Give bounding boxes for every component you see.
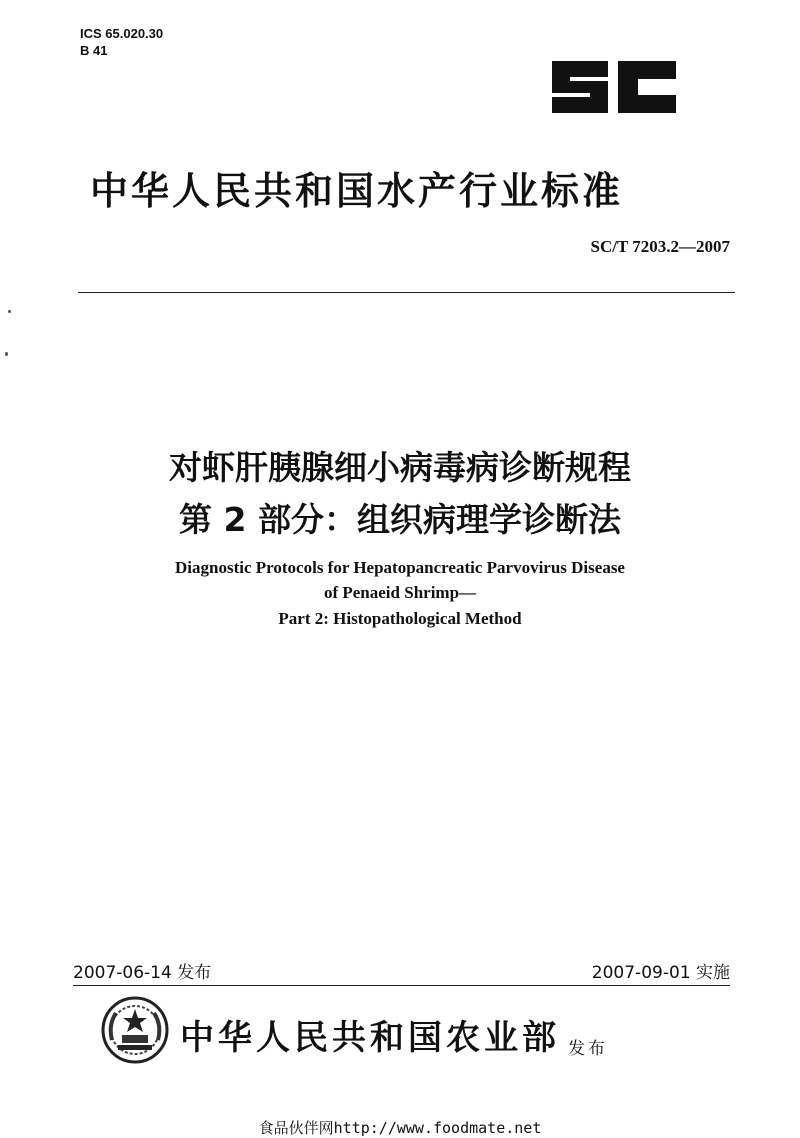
- publisher-name: 中华人民共和国农业部: [180, 1018, 560, 1058]
- document-title-cn-line1: 对虾肝胰腺细小病毒病诊断规程: [169, 448, 631, 487]
- footer-divider: [73, 985, 730, 986]
- scan-speck: [5, 352, 8, 356]
- standard-category-title: 中华人民共和国水产行业标准: [90, 169, 624, 213]
- classification-codes: [80, 25, 163, 59]
- document-title-en-line2: of Penaeid Shrimp—: [323, 583, 477, 602]
- ccs-code: B 41: [80, 43, 108, 58]
- standard-number: SC/T 7203.2—2007: [590, 237, 730, 256]
- national-emblem-icon: [100, 995, 170, 1065]
- implement-date: 2007-09-01 实施: [591, 963, 730, 983]
- publish-label: 发布: [568, 1039, 608, 1059]
- website-footer: 食品伙伴网http://www.foodmate.net: [258, 1119, 542, 1137]
- document-title-en-line3: Part 2: Histopathological Method: [278, 609, 522, 628]
- issue-date: 2007-06-14 发布: [73, 963, 212, 983]
- document-title-en-line1: Diagnostic Protocols for Hepatopancreatic Parvovirus Disease: [175, 558, 625, 577]
- ics-code: ICS 65.020.30: [80, 26, 164, 41]
- header-divider: [78, 292, 735, 293]
- scan-speck: [8, 310, 11, 313]
- document-title-cn-line2: 第 2 部分：组织病理学诊断法: [179, 500, 621, 539]
- sc-logo: [548, 55, 680, 119]
